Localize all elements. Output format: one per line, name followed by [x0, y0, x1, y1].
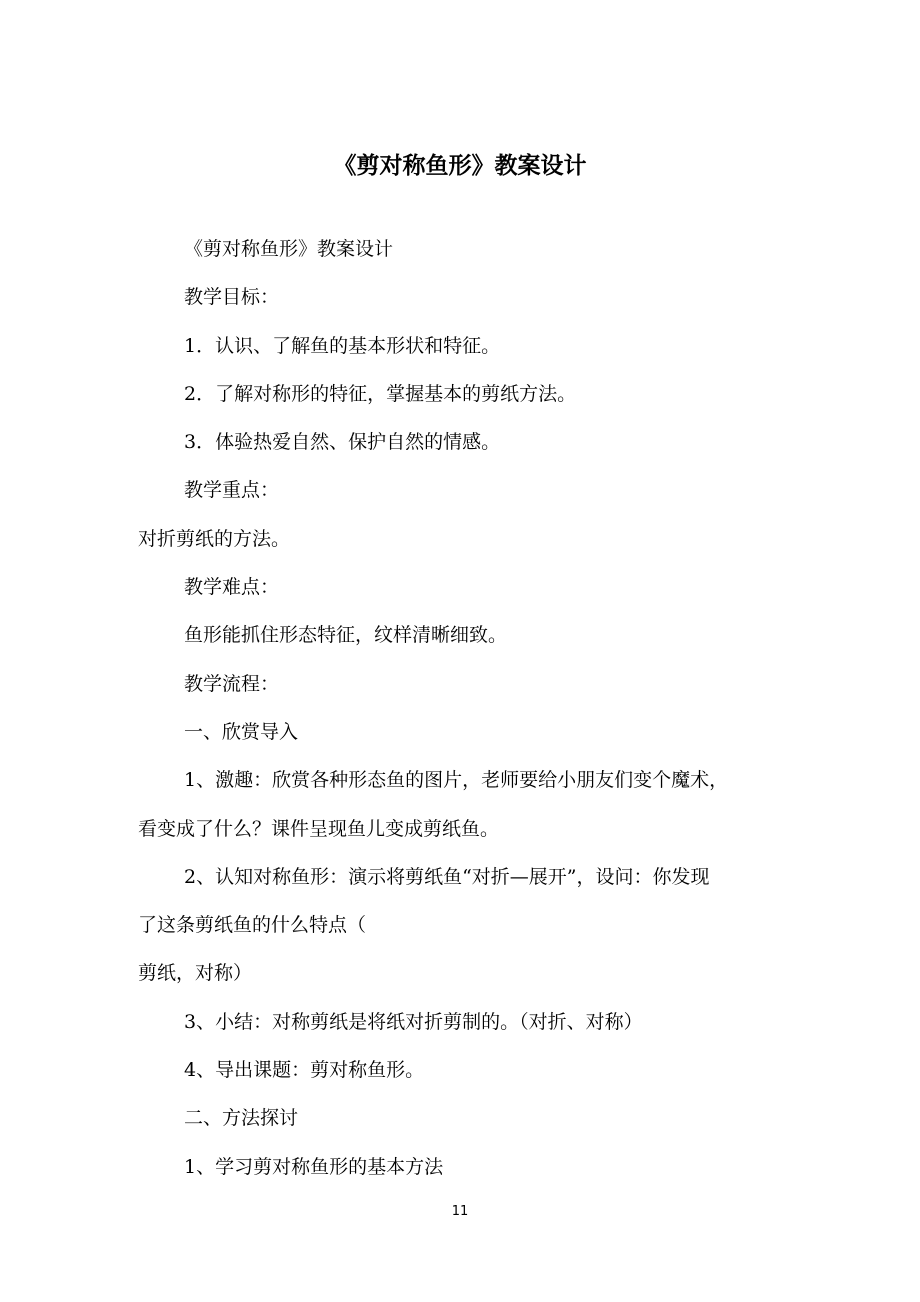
body-line-step-2b: 了这条剪纸鱼的什么特点（	[138, 914, 367, 937]
document-title: 《剪对称鱼形》教案设计	[333, 153, 587, 179]
body-line-process-heading: 教学流程：	[184, 672, 280, 695]
body-line-objectives-heading: 教学目标：	[184, 286, 280, 309]
body-line-objective-1: 1．认识、了解鱼的基本形状和特征。	[184, 334, 501, 357]
document-body	[138, 225, 798, 1191]
body-line-step-1a: 1、激趣：欣赏各种形态鱼的图片，老师要给小朋友们变个魔术，	[184, 769, 729, 792]
body-line-subtitle: 《剪对称鱼形》教案设计	[184, 238, 394, 260]
body-line-objective-2: 2．了解对称形的特征，掌握基本的剪纸方法。	[184, 382, 577, 405]
body-line-section-2-heading: 二、方法探讨	[184, 1107, 299, 1130]
body-line-key-point-heading: 教学重点：	[184, 479, 280, 502]
body-line-objective-3: 3．体验热爱自然、保护自然的情感。	[184, 431, 501, 454]
body-line-difficulty-heading: 教学难点：	[184, 576, 280, 599]
page-number: 11	[451, 1204, 469, 1219]
body-line-step-3: 3、小结：对称剪纸是将纸对折剪制的。（对折、对称）	[184, 1010, 643, 1033]
body-line-method-1: 1、学习剪对称鱼形的基本方法	[184, 1155, 444, 1178]
body-line-difficulty: 鱼形能抓住形态特征，纹样清晰细致。	[184, 624, 508, 647]
body-line-section-1-heading: 一、欣赏导入	[184, 720, 299, 743]
body-line-key-point: 对折剪纸的方法。	[138, 527, 291, 550]
body-line-step-4: 4、导出课题：剪对称鱼形。	[184, 1059, 425, 1082]
body-line-step-1b: 看变成了什么？课件呈现鱼儿变成剪纸鱼。	[138, 817, 500, 840]
body-line-step-2a: 2、认知对称鱼形：演示将剪纸鱼“对折—展开”，设问：你发现	[184, 865, 710, 888]
body-line-step-2c: 剪纸，对称）	[138, 962, 253, 985]
